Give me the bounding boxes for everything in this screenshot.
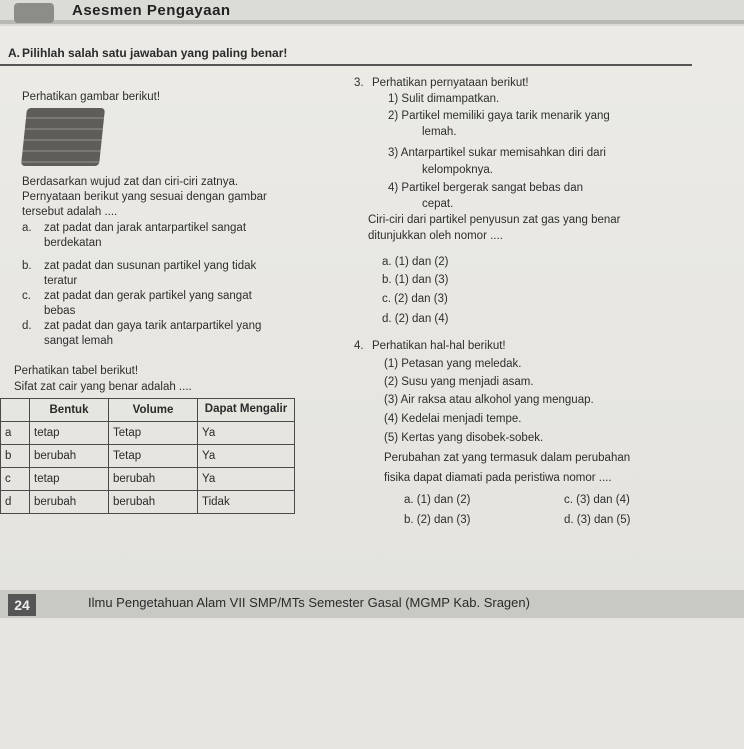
blank-area [0,620,744,749]
q3-statement: kelompoknya. [422,164,493,176]
table-row [1,422,295,445]
liquid-properties-table [0,398,295,514]
q4-option: d. (3) dan (5) [564,514,631,526]
q3-option: c. (2) dan (3) [382,293,448,305]
q1-option-text: zat padat dan gaya tarik antarpartikel yang [44,320,262,332]
q3-number: 3. [354,77,364,89]
header-ribbon [0,20,744,24]
q3-statement: 2) Partikel memiliki gaya tarik menarik yang [388,110,610,122]
q4-question: Perubahan zat yang termasuk dalam perubahan [384,452,631,464]
table-cell: Tetap [109,445,198,468]
q4-item: (2) Susu yang menjadi asam. [384,376,534,388]
table-row [1,468,295,491]
q1-line: tersebut adalah .... [22,206,118,218]
table-cell: tetap [30,468,109,491]
table-header-cell [1,399,30,422]
table-cell: Tetap [109,422,198,445]
q1-option-text: zat padat dan gerak partikel yang sangat [44,290,252,302]
table-cell: Tidak [198,491,295,514]
q3-question: Ciri-ciri dari partikel penyusun zat gas yang benar [368,214,621,226]
q4-item: (3) Air raksa atau alkohol yang menguap. [384,394,594,406]
q1-option-text: berdekatan [44,237,102,249]
q1-option-key: d. [22,320,32,332]
table-cell: Ya [198,468,295,491]
q3-statement: 4) Partikel bergerak sangat bebas dan [388,182,583,194]
q1-option-text: zat padat dan jarak antarpartikel sangat [44,222,247,234]
q3-statement: 1) Sulit dimampatkan. [388,93,500,105]
q1-option-text: teratur [44,275,78,287]
header-logo-icon [14,3,54,23]
table-cell: Ya [198,422,295,445]
q3-statement: lemah. [422,126,457,138]
q2-question: Sifat zat cair yang benar adalah .... [14,381,192,393]
q1-option-text: zat padat dan susunan partikel yang tidak [44,260,257,272]
table-header-cell: Bentuk [30,399,109,422]
q4-item: (4) Kedelai menjadi tempe. [384,413,522,425]
q4-item: (5) Kertas yang disobek-sobek. [384,432,544,444]
q1-option-key: b. [22,260,32,272]
table-cell: b [1,445,30,468]
page-title: Asesmen Pengayaan [72,2,231,19]
table-cell: berubah [30,445,109,468]
table-header-cell: Dapat Mengalir [198,399,295,422]
q1-prompt: Perhatikan gambar berikut! [22,91,161,103]
table-header-row [1,399,295,422]
table-header-cell: Volume [109,399,198,422]
q4-option: b. (2) dan (3) [404,514,471,526]
q3-option: d. (2) dan (4) [382,313,449,325]
q1-option-key: a. [22,222,32,234]
q4-item: (1) Petasan yang meledak. [384,358,522,370]
q4-number: 4. [354,340,364,352]
q3-prompt: Perhatikan pernyataan berikut! [372,77,529,89]
q3-question: ditunjukkan oleh nomor .... [368,230,503,242]
section-instruction: Pilihlah salah satu jawaban yang paling benar! [22,46,288,60]
q3-statement: cepat. [422,198,454,210]
q3-statement: 3) Antarpartikel sukar memisahkan diri dari [388,147,606,159]
table-cell: Ya [198,445,295,468]
table-cell: tetap [30,422,109,445]
q1-line: Berdasarkan wujud zat dan ciri-ciri zatnya. [22,176,239,188]
q4-option: a. (1) dan (2) [404,494,471,506]
q4-prompt: Perhatikan hal-hal berikut! [372,340,506,352]
q1-image [21,108,105,166]
table-cell: d [1,491,30,514]
footer-text: Ilmu Pengetahuan Alam VII SMP/MTs Semester Gasal (MGMP Kab. Sragen) [88,595,530,610]
section-label: A. [8,46,20,60]
q4-question: fisika dapat diamati pada peristiwa nomor .... [384,472,612,484]
table-cell: c [1,468,30,491]
q1-line: Pernyataan berikut yang sesuai dengan gambar [22,191,267,203]
q2-prompt: Perhatikan tabel berikut! [14,365,139,377]
q1-option-text: bebas [44,305,76,317]
page-number: 24 [8,594,36,616]
q1-option-text: sangat lemah [44,335,114,347]
q3-option: a. (1) dan (2) [382,256,449,268]
table-cell: a [1,422,30,445]
q4-option: c. (3) dan (4) [564,494,630,506]
table-cell: berubah [30,491,109,514]
q1-option-key: c. [22,290,31,302]
table-cell: berubah [109,491,198,514]
q3-option: b. (1) dan (3) [382,274,449,286]
table-cell: berubah [109,468,198,491]
table-row [1,445,295,468]
table-row [1,491,295,514]
